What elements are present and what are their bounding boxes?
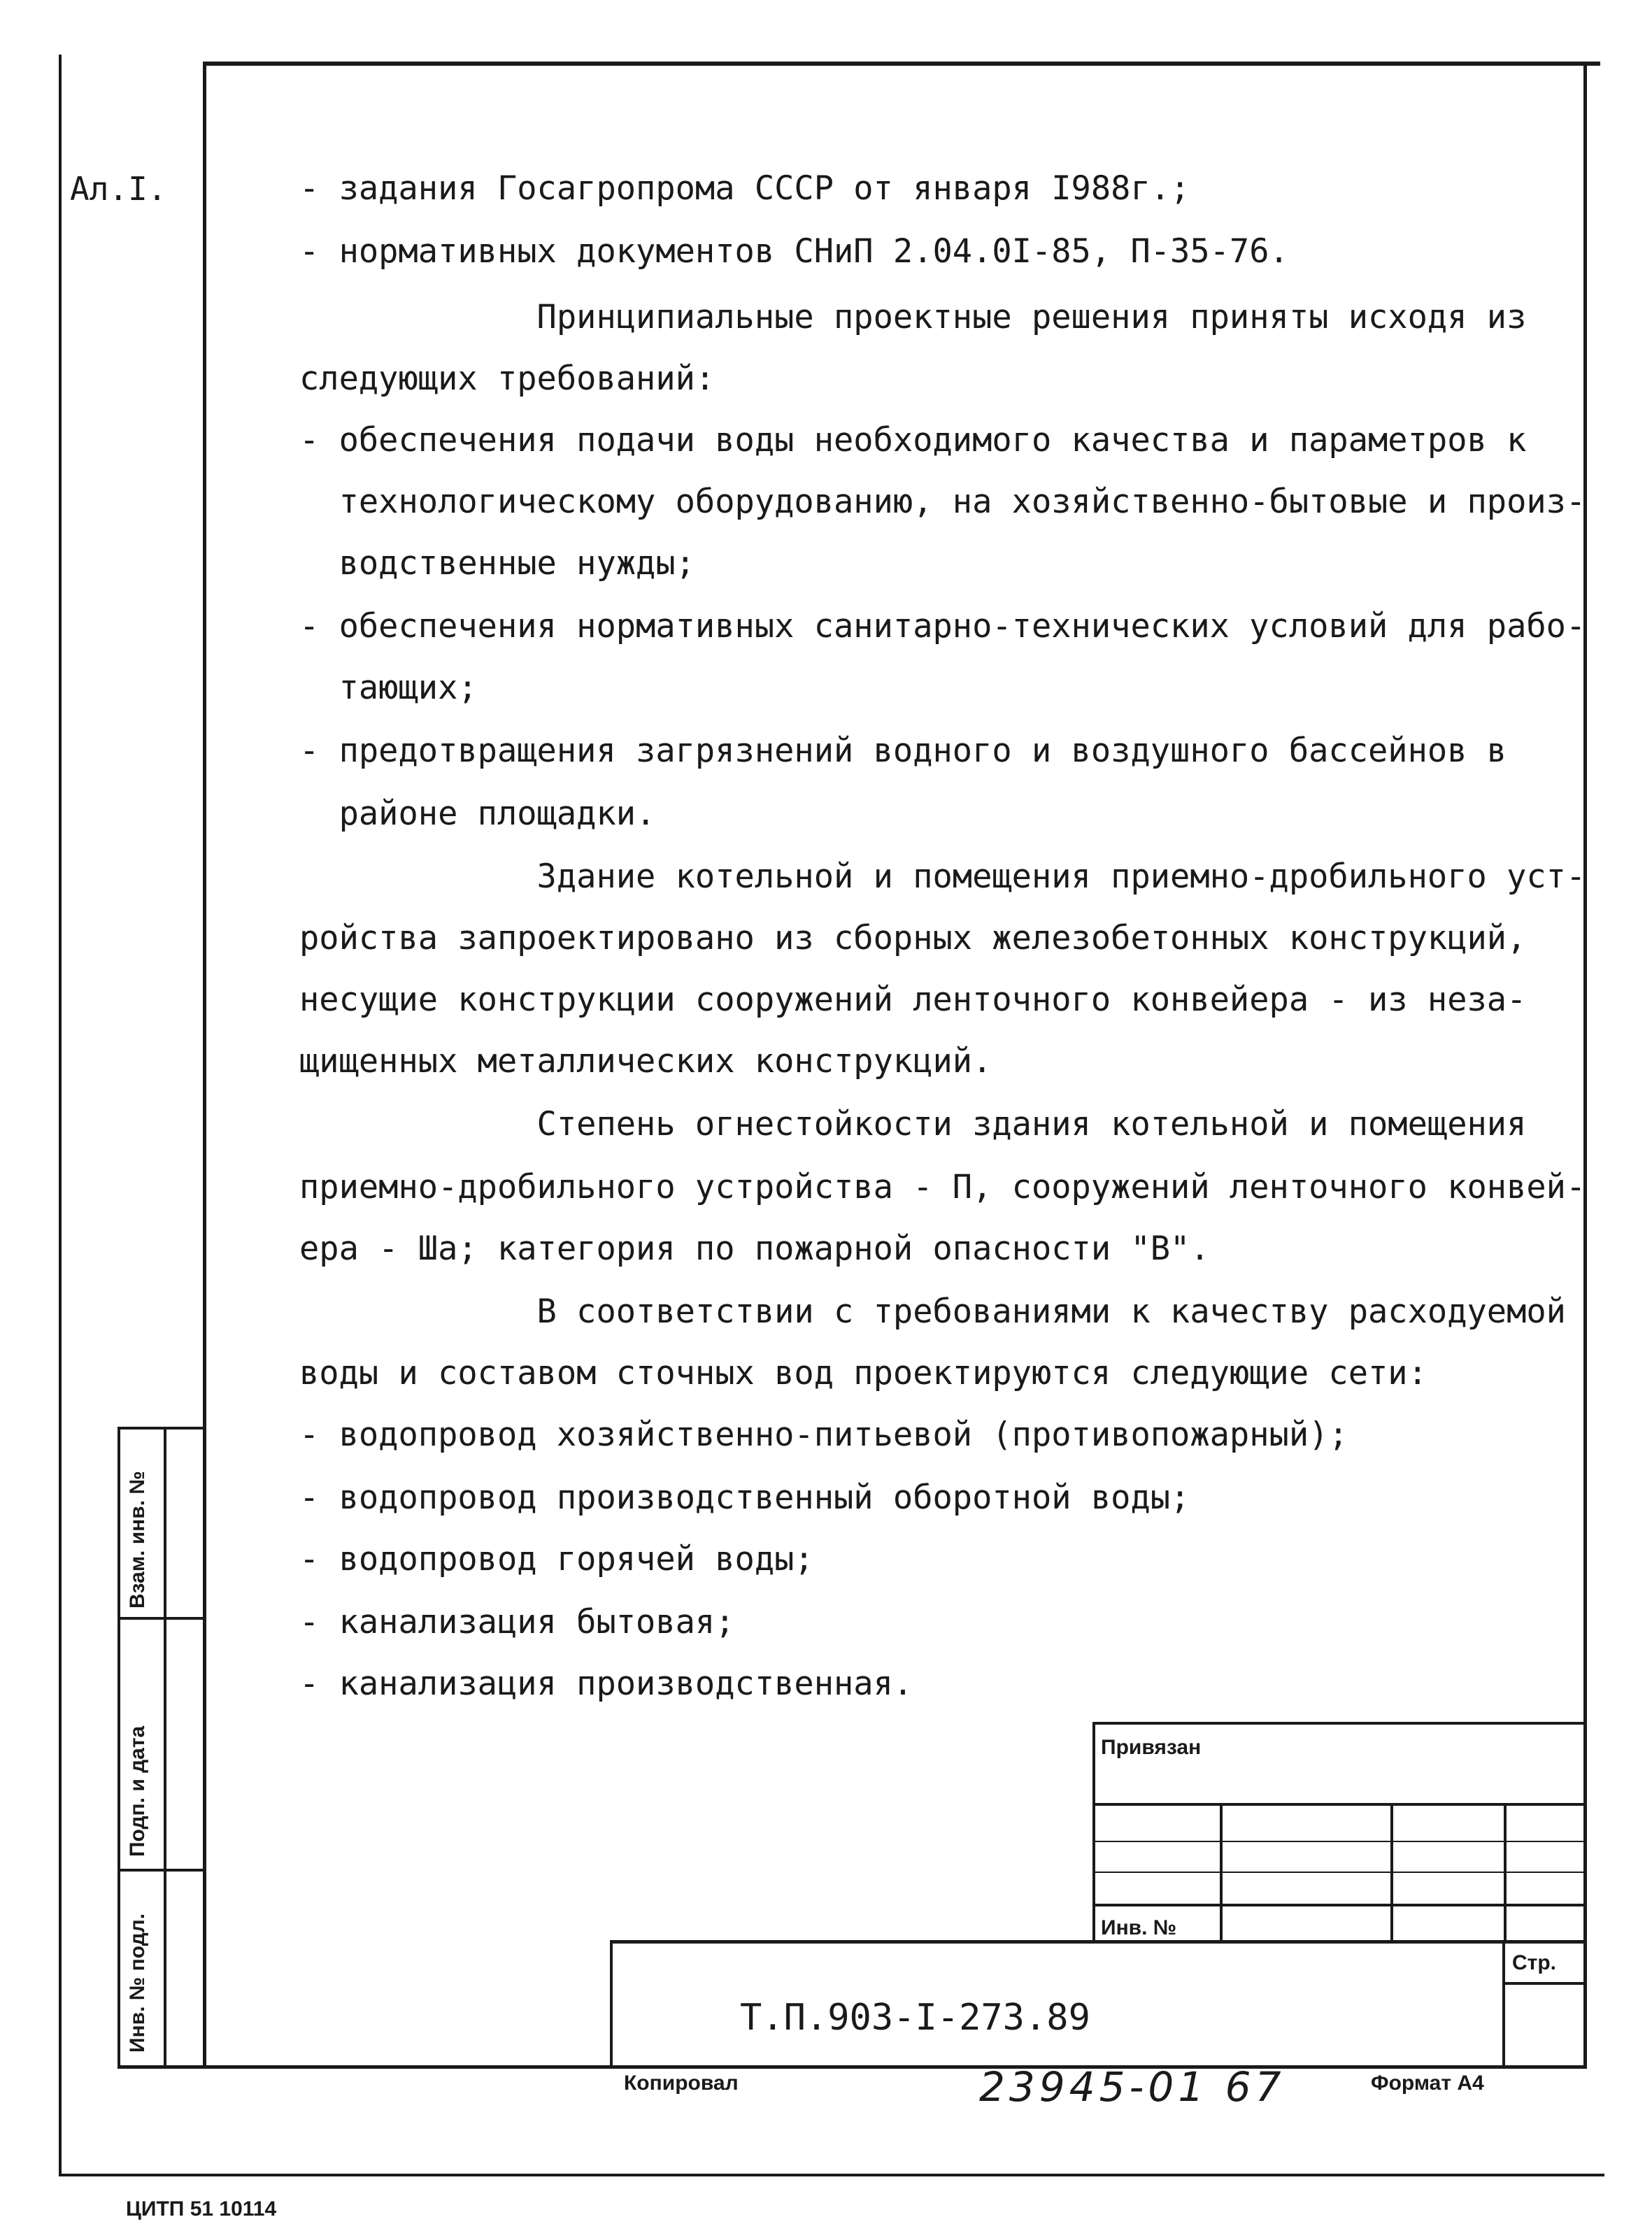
text-line: Принципиальные проектные решения приняты исходя из <box>299 298 1527 336</box>
replaced-inv-label: Взам. инв. № <box>126 1471 149 1609</box>
text-line: - обеспечения подачи воды необходимого качества и параметров к <box>299 421 1527 459</box>
text-line: - водопровод горячей воды; <box>299 1540 814 1578</box>
text-line: - канализация производственная. <box>299 1665 913 1703</box>
text-line: ера - Ша; категория по пожарной опасности "В". <box>299 1229 1210 1268</box>
page-label: Стр. <box>1512 1951 1557 1974</box>
text-line: - канализация бытовая; <box>299 1603 735 1641</box>
frame-bottom-line <box>118 2065 1586 2069</box>
page-bottom-line <box>59 2174 1604 2176</box>
frame-top-line <box>203 62 1600 66</box>
signature-date-label: Подп. и дата <box>126 1725 149 1857</box>
format-label: Формат А4 <box>1371 2072 1484 2095</box>
sheet-label: Ал.I. <box>70 170 167 208</box>
text-line: технологическому оборудованию, на хозяйственно-бытовые и произ- <box>299 483 1586 521</box>
handwritten-number: 23945-01 67 <box>979 2063 1286 2111</box>
text-line: следующих требований: <box>299 359 715 398</box>
text-line: Степень огнестойкости здания котельной и помещения <box>299 1105 1527 1143</box>
frame-right-line <box>1583 62 1587 2069</box>
text-line: ройства запроектировано из сборных железобетонных конструкций, <box>299 919 1527 957</box>
document-code: Т.П.903-I-273.89 <box>740 1997 1090 2039</box>
text-line: - обеспечения нормативных санитарно-технических условий для рабо- <box>299 607 1586 646</box>
text-line: щищенных металлических конструкций. <box>299 1042 992 1081</box>
print-footer: ЦИТП 51 10114 <box>126 2197 277 2221</box>
linked-label: Привязан <box>1101 1736 1202 1759</box>
inv-number-label: Инв. № <box>1101 1916 1177 1939</box>
text-line: районе площадки. <box>299 794 656 833</box>
text-line: - водопровод хозяйственно-питьевой (противопожарный); <box>299 1416 1348 1454</box>
text-line: - задания Госагропрома СССР от января I988г.; <box>299 169 1190 208</box>
copied-label: Копировал <box>624 2072 739 2095</box>
text-line: воды и составом сточных вод проектируются следующие сети: <box>299 1354 1427 1392</box>
text-line: тающих; <box>299 669 478 707</box>
text-line: В соответствии с требованиями к качеству расходуемой <box>299 1292 1566 1331</box>
text-line: несущие конструкции сооружений ленточного конвейера - из неза- <box>299 981 1527 1019</box>
text-line: - предотвращения загрязнений водного и воздушного бассейнов в <box>299 732 1507 770</box>
binding-margin-line <box>59 55 62 2174</box>
text-line: приемно-дробильного устройства - П, сооружений ленточного конвей- <box>299 1168 1586 1206</box>
original-inv-label: Инв. № подл. <box>126 1913 149 2053</box>
text-line: - нормативных документов СНиП 2.04.0I-85, П-35-76. <box>299 232 1289 271</box>
frame-left-line <box>203 62 206 2069</box>
text-line: - водопровод производственный оборотной воды; <box>299 1478 1190 1517</box>
text-line: Здание котельной и помещения приемно-дробильного уст- <box>299 857 1586 896</box>
text-line: водственные нужды; <box>299 544 695 583</box>
